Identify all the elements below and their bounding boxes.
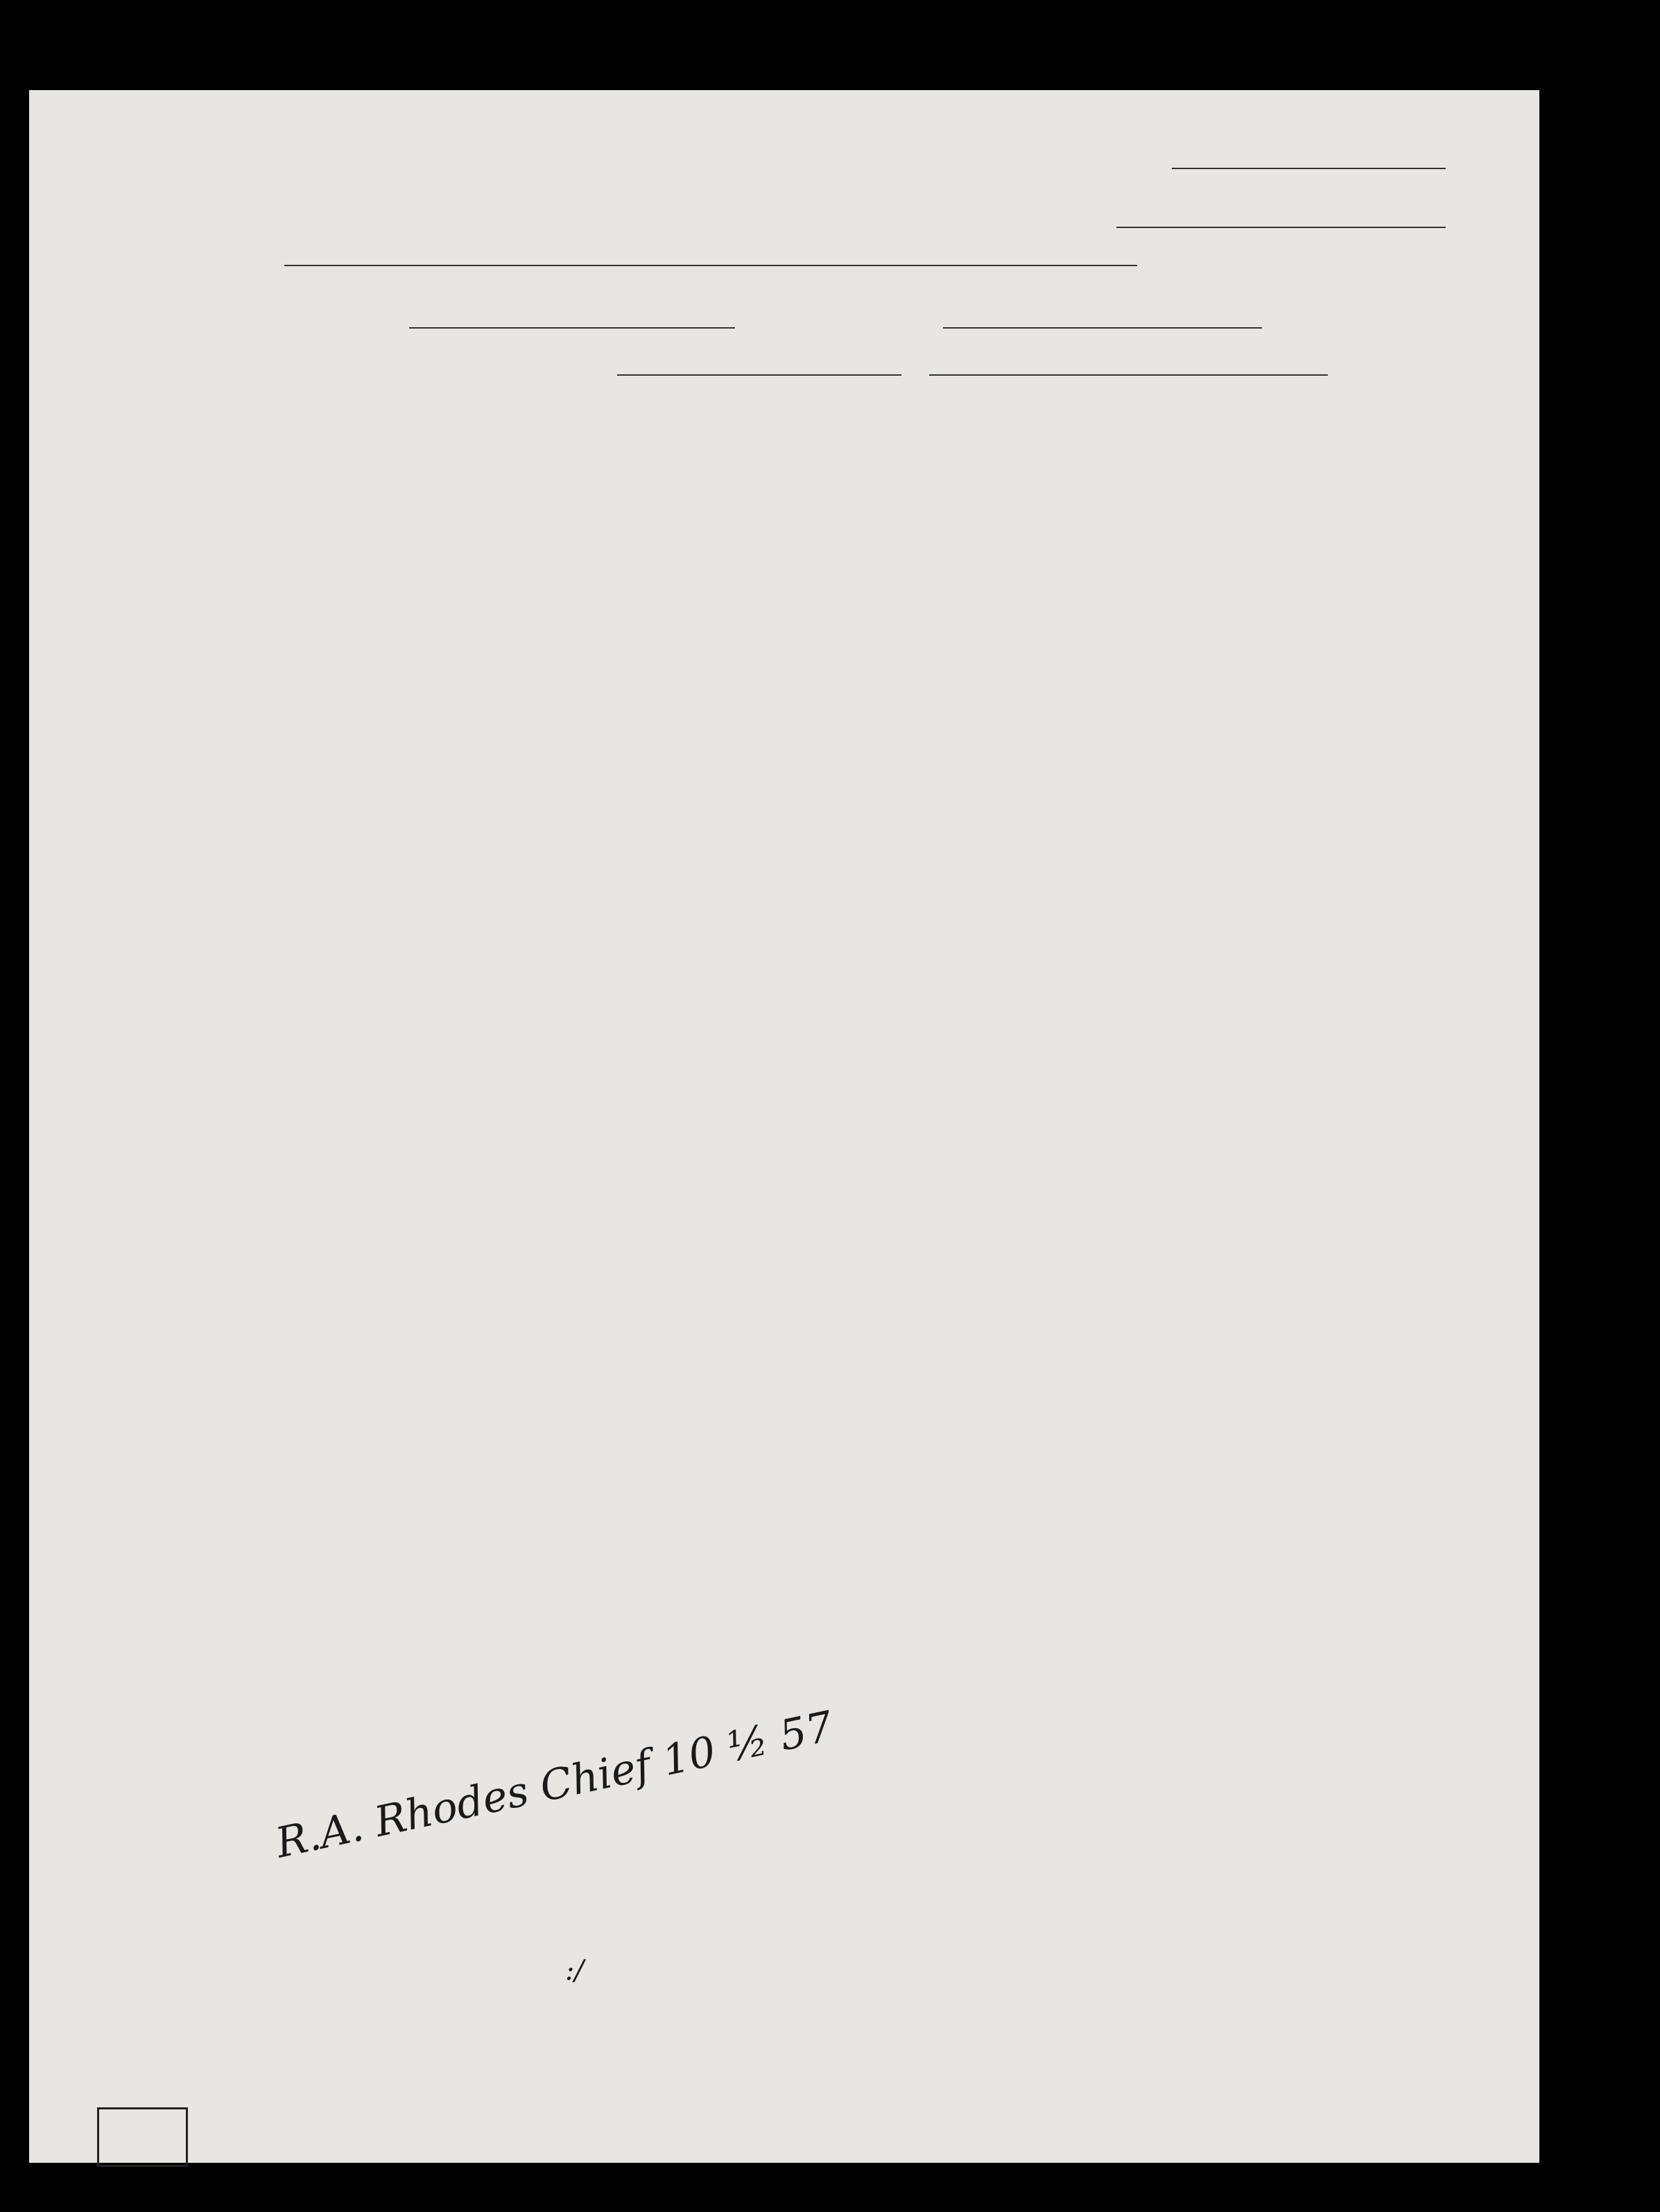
pencil-mark: :/ [565, 1955, 584, 1987]
total-box [97, 2107, 188, 2167]
inspector-signature: R.A. Rhodes Chief 10 ½ 57 [271, 1702, 838, 1868]
